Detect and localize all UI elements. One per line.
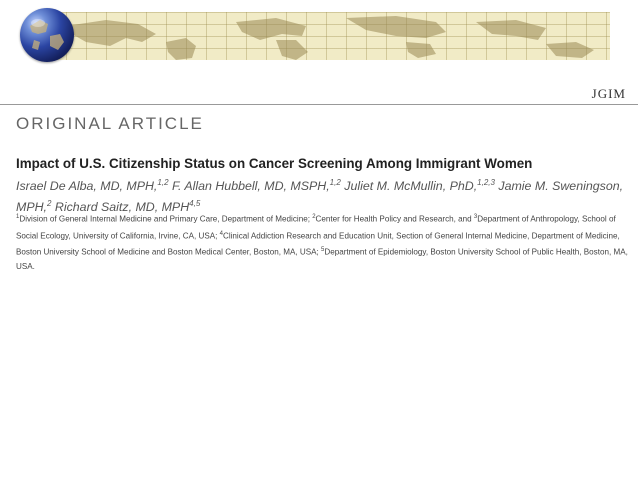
affiliation-text: Clinical Addiction Research and Education Unit, Section of General Internal Medicine, Department of Medicine, Boston University School of Medicine and Boston Medical Center, Boston, MA, USA;: [16, 231, 620, 258]
affiliation-marker: 3: [473, 214, 478, 220]
affiliation-marker: 4: [219, 230, 223, 237]
author-affiliation-marker: 1,2,3: [477, 178, 495, 187]
author-affiliation-marker: 4,5: [189, 199, 201, 209]
author-name: F. Allan Hubbell, MD, MSPH,: [171, 179, 330, 194]
affiliation-marker: 5: [321, 247, 325, 254]
affiliation-marker: 1: [16, 214, 20, 220]
author-name: Richard Saitz, MD, MPH: [54, 200, 190, 215]
header-divider: [0, 104, 638, 105]
author-name: Juliet M. McMullin, PhD,: [344, 179, 478, 194]
author-affiliation-marker: 2: [46, 199, 52, 209]
world-map-banner: [46, 12, 610, 60]
journal-name: JGIM: [591, 86, 626, 101]
affiliation-text: Center for Health Policy and Research, and: [315, 214, 474, 224]
affiliation-marker: 2: [312, 214, 316, 220]
author-name: Jamie M. Sweningson, MPH,: [16, 179, 624, 215]
author-name: Israel De Alba, MD, MPH,: [16, 179, 158, 194]
affiliations: [16, 210, 628, 274]
section-label: ORIGINAL ARTICLE: [16, 114, 204, 133]
article-title: Impact of U.S. Citizenship Status on Cancer Screening Among Immigrant Women: [16, 156, 533, 171]
author-affiliation-marker: 1,2: [329, 178, 341, 187]
affiliation-text: Department of Epidemiology, Boston University School of Public Health, Boston, MA, USA.: [16, 248, 628, 272]
globe-icon: [20, 8, 74, 62]
affiliation-text: Department of Anthropology, School of Social Ecology, University of California, Irvine, CA, USA;: [16, 214, 616, 241]
author-affiliation-marker: 1,2: [157, 178, 169, 187]
affiliation-text: Division of General Internal Medicine and Primary Care, Department of Medicine;: [19, 214, 313, 224]
